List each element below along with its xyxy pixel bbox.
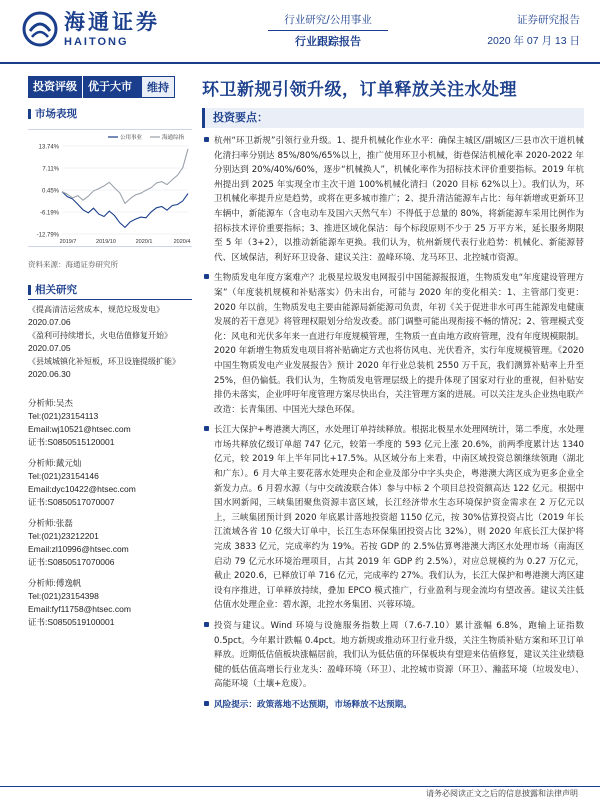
key-point-paragraph (202, 423, 584, 613)
analyst-tel: Tel:(021)23212201 (28, 531, 99, 541)
analyst-name: 分析师:戴元灿 (28, 458, 82, 468)
logo-english-name: HAITONG (64, 36, 129, 48)
series-line (62, 149, 188, 204)
analyst-cert: 证书:S0850517070006 (28, 557, 115, 567)
haitong-logo-icon (22, 11, 58, 47)
main-content (202, 108, 584, 713)
footer-disclaimer: 请务必阅读正文之后的信息披露和法律声明 (426, 789, 578, 798)
analyst-email[interactable]: Email:dyc10422@htsec.com (28, 484, 136, 494)
report-kind: 证券研究报告 (517, 14, 580, 26)
analyst-email[interactable]: Email:zl10996@htsec.com (28, 544, 129, 554)
analyst-name: 分析师:张磊 (28, 518, 73, 528)
rating-action: 维持 (141, 76, 175, 98)
report-category-block (268, 10, 388, 53)
bullet-icon (204, 137, 209, 142)
market-heading: 市场表现 (28, 106, 192, 121)
related-list (28, 304, 192, 381)
related-item-title[interactable]: 《盈利可持续增长，火电估值修复开始》 (28, 331, 172, 340)
legend-label: 海通综指 (162, 135, 185, 141)
x-tick-label: 2019/7 (59, 239, 77, 245)
related-heading: 相关研究 (28, 282, 192, 300)
y-tick-label: -6.19% (39, 210, 59, 217)
bullet-icon (204, 426, 209, 431)
chart-source: 资料来源：海通证券研究所 (28, 260, 118, 269)
analyst-tel: Tel:(021)23154113 (28, 411, 99, 421)
bullet-icon (204, 622, 209, 627)
report-type: 行业跟踪报告 (295, 35, 361, 48)
report-date: 2020 年 07 月 13 日 (487, 35, 580, 47)
x-tick-label: 2020/1 (135, 239, 153, 245)
investment-rating (28, 76, 175, 98)
company-logo (22, 10, 160, 48)
analyst-cert: 证书:S0850517070007 (28, 497, 115, 507)
analyst-card (28, 397, 192, 449)
logo-chinese-name: 海通证券 (64, 9, 160, 34)
key-point-text: 投资与建议。Wind 环境与设施服务指数上周（7.6-7.10）累计涨幅 6.8%，跑输上证指数 0.5pct。今年累计跌幅 0.4pct。地方新规或推动环卫行业升级，关注生物质补贴方案和环卫订单释放。近期低估值板块涨幅居前，我们认为低估值的环保板块有望迎来估值修复，建议关注业绩稳健的低估值高增长行业龙头：盈峰环境（环卫）、北控城市资源（环卫）、瀚蓝环境（垃圾发电）、高能环境（土壤+危废）。 (214, 621, 584, 690)
related-item-date: 2020.07.06 (28, 317, 71, 327)
related-item-date: 2020.06.30 (28, 369, 71, 379)
header-divider (0, 62, 600, 64)
report-category: 行业研究/公用事业 (268, 10, 388, 31)
analyst-card (28, 577, 192, 629)
key-point-paragraph (202, 134, 584, 265)
analyst-name: 分析师:傅逸帆 (28, 578, 82, 588)
x-tick-label: 2019/10 (96, 239, 116, 245)
related-item-title[interactable]: 《提高清洁运营成本，规范垃圾发电》 (28, 305, 164, 314)
analyst-list (28, 397, 192, 629)
analyst-card (28, 457, 192, 509)
bullet-icon (204, 701, 209, 706)
key-point-paragraph (202, 698, 584, 713)
analyst-name: 分析师:吴杰 (28, 398, 73, 408)
analyst-email[interactable]: Email:fyf11758@htsec.com (28, 604, 131, 614)
analyst-tel: Tel:(021)23154146 (28, 471, 99, 481)
series-line (62, 192, 188, 228)
analyst-card (28, 517, 192, 569)
related-item-date: 2020.07.05 (28, 343, 71, 353)
y-tick-label: 13.74% (38, 144, 59, 151)
x-tick-label: 2020/4 (173, 239, 191, 245)
market-chart-svg (28, 130, 192, 248)
bullet-icon (204, 274, 209, 279)
analyst-email[interactable]: Email:wj10521@htsec.com (28, 424, 131, 434)
key-point-text: 生物质发电年度方案难产？北极星垃圾发电网报引中国能源报报道，生物质发电“年度建设管理方案”（年度装机规模和补贴落实）仍未出台，可能与 2020 年的变化相关：1、主管部门变更：2020 年以前，生物质发电主要由能源局新能源司负责，年初《关于促进非水可再生能源发电健康发展的若干意见》将管理权限划分给发改委。部门调整可能出现衔接不畅的情况；2、管理模式变化：风电和光伏多年来一直进行年度规模管理，生物质一直由地方政府管理，没有年度规模限制。2020 年新增生物质发电项目将补贴确定方式也将仿风电、光伏看齐，实行年度规模管理。《2020 中国生物质发电产业发展报告》预计 2020 年行业总装机 2550 万千瓦，我们测算补贴率上升至 25%，但仍偏低。我们认为，生物质发电管理层级上的提升体现了国家对行业的重视，但补贴安排仍未落实，企业呼吁年度管理方案尽快出台，关注管理方案的进展。可以关注龙头企业热电联产改造：长青集团、中国光大绿色环保。 (214, 273, 584, 415)
analyst-tel: Tel:(021)23154398 (28, 591, 99, 601)
analyst-cert: 证书:S0850519100001 (28, 617, 115, 627)
rating-value: 优于大市 (82, 76, 137, 98)
risk-text: 风险提示：政策落地不达预期，市场释放不达预期。 (214, 699, 412, 710)
market-chart (28, 129, 192, 247)
page-title: 环卫新规引领升级，订单释放关注水处理 (202, 80, 517, 100)
key-point-text: 杭州“环卫新规”引领行业升级。1、提升机械化作业水平：确保主城区/副城区/三县市次干道机械化清扫率分别达 85%/80%/65%以上，推广使用环卫小机械，街巷保洁机械化率 2020-2022 年分别达到 20%/40%/60%，逐步“机械换人”，机械化率作为招标技术评价重要指标。2019 年杭州提出到 2025 年实现全市主次干道 100%机械化清扫（2020 目标 62%以上）。我们认为，环卫机械化率提升应是趋势，或将在更多城市推广；2、提升清洁能源车占比：每年新增或更新环卫车辆中，新能源车（含电动车及国六天然气车）不得低于总量的 80%，将新能源车采用比例作为招标技术评价重要指标；3、推进区域化保洁：每个标段原则不少于 25 万平方米，延长服务期限至 5 年（3+2），以推动新能源车更换。我们认为，杭州新规代表行业趋势：机械化、新能源替代、区域保洁，利好环卫设备、建议关注：盈峰环境、龙马环卫、北控城市资源。 (214, 136, 584, 263)
related-item-title[interactable]: 《县域城镇化补短板，环卫设施提级扩能》 (28, 357, 180, 366)
footer-divider (0, 786, 600, 787)
y-tick-label: 7.11% (42, 166, 59, 173)
left-sidebar (28, 106, 192, 637)
rating-label: 投资评级 (33, 80, 77, 93)
report-header (0, 0, 600, 62)
y-tick-label: 0.45% (41, 188, 59, 195)
legend-label: 公用事业 (120, 135, 143, 141)
key-point-paragraph (202, 271, 584, 417)
key-point-paragraph (202, 619, 584, 692)
analyst-cert: 证书:S0850515120001 (28, 437, 115, 447)
y-tick-label: -12.79% (36, 232, 59, 239)
key-points-heading: 投资要点： (202, 108, 584, 128)
report-meta-block (487, 10, 580, 52)
key-point-text: 长江大保护+粤港澳大湾区，水处理订单持续释放。根据北极星水处理网统计，第二季度，水处理市场共释放亿级订单超 747 亿元，较第一季度的 593 亿元上涨 20.6%，前两季度累计达 1340 亿元，较 2019 年上半年同比+17.5%。从区域分布上来看，中南区域投资总额继续领跑（湖北和广东）。6 月大单主要花落水处理央企和企业及部分中字头央企，粤港澳大湾区成为更多企业全新发力点。6 月碧水源（与中交疏浚联合体）参与中标 2 个项目总投资额高达 122 亿元。根据中国水网新闻，三峡集团聚焦资源丰富区域，长江经济带水生态环境保护资金需求在 2 万亿元以上，三峡集团预计到 2020 年底累计落地投资超 1150 亿元，按 30%估算投资占比（2019 年长江流域各省 10 亿级大订单中，长江生态环保集团投资占比 32%），则 2020 年底长江大保护将完成 3833 亿元，完成率约为 19%。若按 GDP 的 2.5%估算粤港澳大湾区水处理市场（南海区启动 79 亿元水环境治理项目，占其 2019 年 GDP 约 2.5%），对应总规模约为 0.27 万亿元，截止 2020.6，已释放订单 716 亿元，完成率约 27%。我们认为，长江大保护和粤港澳大湾区建设有序推进，订单释放持续，叠加 EPCO 模式推广，行业盈利与现金流均有望改善。建议关注低估值水处理企业：碧水源，北控水务集团、兴蓉环境。 (214, 425, 584, 611)
